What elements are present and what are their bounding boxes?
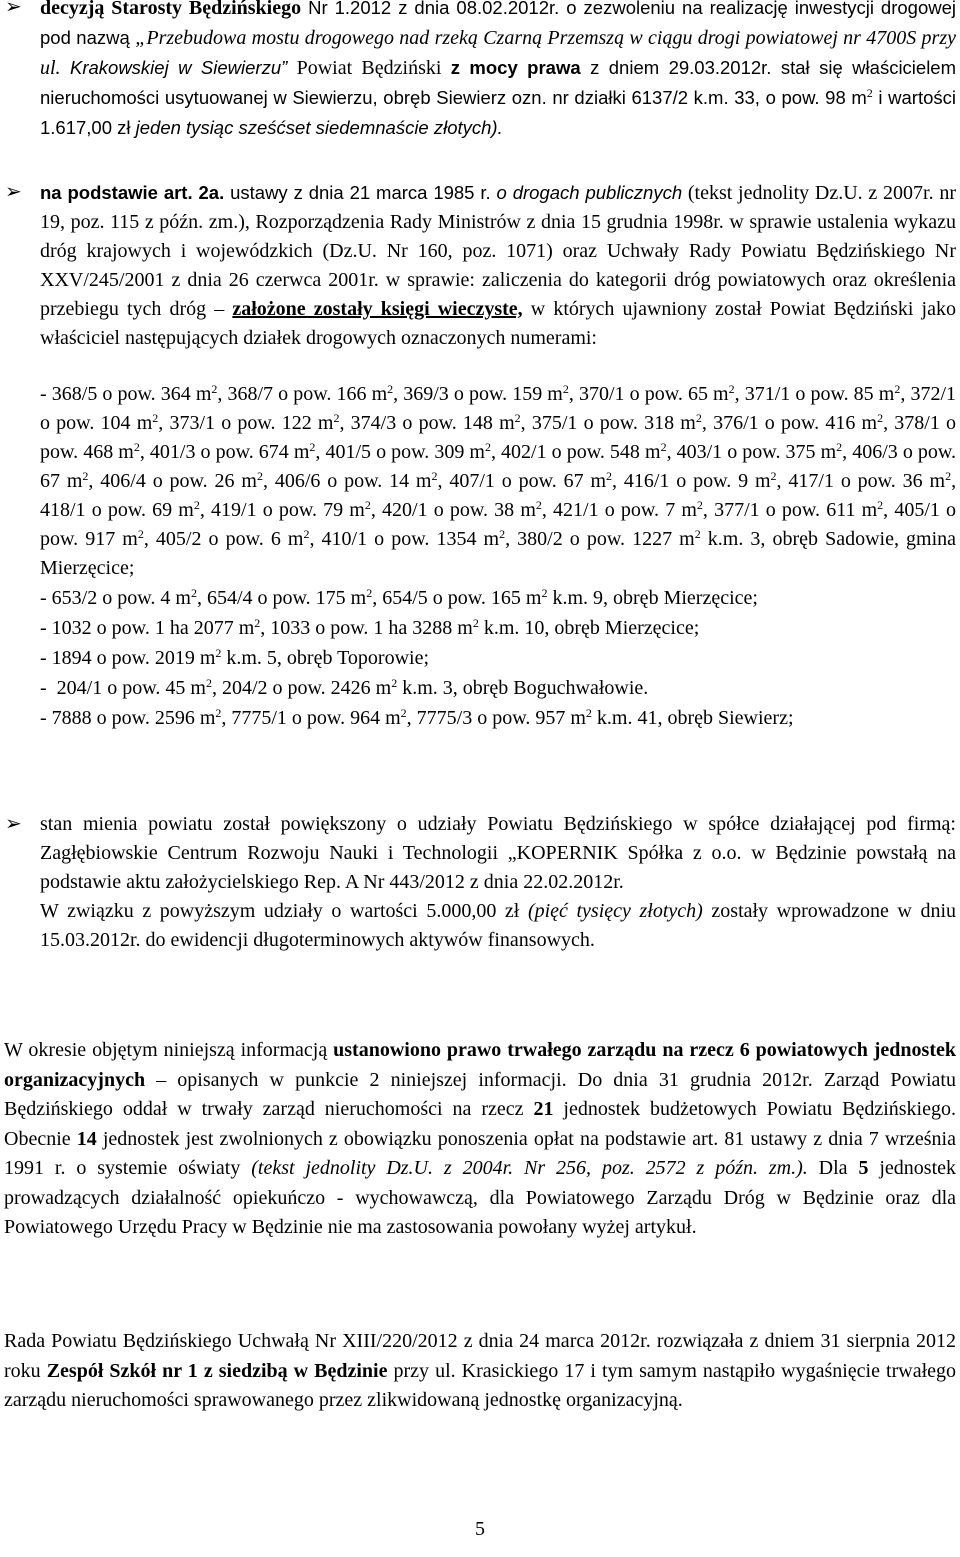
shares-text: stan mienia powiatu został powiększony o udziały Powiatu Będzińskiego w spółce działającej pod firmą: Zagłębiowskie Centrum Rozwoju Nauki i Technologii „KOPERNIK Spółka z o.o. w Będzinie powstałą na podstawie aktu założycielskiego Rep. A Nr 443/2012 z dnia 22.02.2012r. [40,813,956,893]
parcel-separator: k.m. 3, obręb Sadowie, gmina Mierzęcice; [40,528,957,579]
superscript: 2 [877,411,884,425]
list-dash: - [40,383,52,405]
investment-name-cont: Krakowskiej w Siewierzu” [60,57,288,78]
parcel-entry: 377/1 o pow. 611 m [714,499,878,521]
superscript: 2 [836,440,843,454]
management-text-4: jednostek jest zwolnionych z obowiązku ponoszenia opłat na podstawie art. 81 ustawy z dnia 7 września 1991 r. o systemie oświaty [4,1127,956,1179]
parcel-separator: , [372,587,383,609]
superscript: 2 [391,676,398,690]
parcel-separator: , [437,470,450,492]
parcel-separator: , [339,412,351,434]
decision-value: i wartości 1.617,00 zł [40,87,956,138]
parcel-separator: , [309,528,322,550]
liquidation-text: Rada Powiatu Będzińskiego Uchwałą Nr XIII/220/2012 z dnia 24 marca 2012r. rozwiązała z dniem 31 sierpnia 2012 roku [4,1330,956,1382]
land-registers-phrase: założone zostały księgi wieczyste, [232,298,523,320]
superscript: 2 [211,382,218,396]
bullet-arrow-icon: ➢ [5,813,22,835]
school-name: Zespół Szkół nr 1 z siedzibą w Będzinie [46,1359,388,1382]
parcel-separator: , [776,470,789,492]
superscript: 2 [695,411,702,425]
superscript: 2 [303,527,310,541]
shares-value-text: W związku z powyższym udziały o wartości 5.000,00 zł [40,900,528,922]
decision-paragraph [40,0,956,143]
parcel-separator: , [900,383,911,405]
parcel-separator: , [393,383,404,405]
superscript: 2 [215,706,222,720]
parcel-entry: 376/1 o pow. 416 m [713,412,878,434]
parcel-separator: k.m. 5, obręb Toporowie; [221,647,430,669]
parcel-separator: , [211,677,222,699]
superscript: 2 [541,586,548,600]
parcel-separator: , [196,587,207,609]
superscript: 2 [472,616,479,630]
parcel-entry: 407/1 o pow. 67 m [449,470,607,492]
shares-text-2: zostały wprowadzone w dniu 15.03.2012r. do ewidencji długoterminowych aktywów finansowych. [40,900,957,951]
parcel-separator: k.m. 3, obręb Boguchwałowie. [397,677,649,699]
act-title: o drogach publicznych [496,182,683,203]
parcel-separator: , [568,383,579,405]
parcel-separator: k.m. 10, obręb Mierzęcice; [478,617,700,639]
management-text: W okresie objętym niniejszą informacją [4,1039,334,1061]
parcel-separator: , [221,707,232,729]
parcel-entry: 371/1 o pow. 85 m [744,383,895,405]
decision-text-3: z dniem 29.03.2012r. stał się właścicielem nieruchomości usytuowanej w Siewierzu, obręb Siewierz ozn. nr działki 6137/2 k.m. 33, o pow. 98 m [40,57,957,108]
superscript: 2 [770,469,777,483]
parcel-entry: 204/2 o pow. 2426 m [221,677,392,699]
superscript: 2 [387,382,394,396]
parcel-separator: , [951,470,957,492]
bullet-arrow-icon: ➢ [5,181,22,203]
parcel-separator: , [505,528,518,550]
parcel-entry: 375/1 o pow. 318 m [531,412,696,434]
list-dash: - [40,587,52,609]
parcel-separator: , [260,617,271,639]
parcel-separator: , [883,412,895,434]
parcel-entry: 418/1 o pow. 69 m [40,499,194,521]
superscript: 2 [499,527,506,541]
superscript: 2 [205,676,212,690]
legal-basis-lead: na podstawie art. 2a. [40,182,225,203]
parcel-entry: 420/1 o pow. 38 m [382,499,536,521]
superscript: 2 [364,498,371,512]
parcel-separator: , [139,441,150,463]
superscript: 2 [562,382,569,396]
parcel-separator: , [734,383,745,405]
decision-text-2: Powiat Będziński [287,57,451,79]
parcel-entry: 654/5 o pow. 165 m [382,587,542,609]
parcel-entry: 654/4 o pow. 175 m [206,587,367,609]
parcel-list-item [40,704,956,733]
superscript: 2 [877,498,884,512]
parcel-entry: 410/1 o pow. 1354 m [321,528,500,550]
superscript: 2 [190,586,197,600]
superscript: 2 [894,382,901,396]
parcel-entry: 406/4 o pow. 26 m [100,470,257,492]
parcel-list-item [40,614,956,643]
superscript: 2 [694,527,701,541]
liquidation-text-2: przy ul. Krasickiego 17 i tym samym nastąpiło wygaśnięcie trwałego zarządu nieruchomości sprawowanego przez zlikwidowaną jednostkę organizacyjną. [4,1359,956,1411]
legal-basis-text: ustawy z dnia 21 marca 1985 r. [224,182,497,203]
parcel-separator: , [217,383,228,405]
superscript: 2 [215,646,222,660]
parcel-list-item [40,674,956,703]
parcel-entry: 401/3 o pow. 674 m [149,441,310,463]
superscript: 2 [660,440,667,454]
management-paragraph [4,1036,956,1243]
shares-value-words: (pięć tysięcy złotych) [527,900,703,922]
parcel-separator: , [370,499,383,521]
superscript: 2 [945,469,952,483]
parcel-entry: 416/1 o pow. 9 m [623,470,771,492]
parcel-entry: 204/1 o pow. 45 m [56,677,206,699]
superscript: 2 [137,527,144,541]
decision-lead: decyzją Starosty Będzińskiego [40,0,302,19]
parcel-entry: 401/5 o pow. 309 m [325,441,485,463]
parcel-list-item [40,644,956,673]
parcel-separator: , [88,470,101,492]
parcel-lists [40,380,956,734]
superscript: 2 [152,411,159,425]
superscript: 2 [333,411,340,425]
by-law-phrase: z mocy prawa [450,57,581,78]
parcel-entry: 405/2 o pow. 6 m [155,528,304,550]
superscript: 2 [400,706,407,720]
superscript: 2 [514,411,521,425]
list-dash: - [40,677,57,699]
parcel-entry: 403/1 o pow. 375 m [676,441,837,463]
count-21: 21 [533,1098,554,1120]
parcel-separator: , [883,499,895,521]
parcel-separator: , [666,441,677,463]
legal-basis-text-3: w których ujawniony został Powiat Będziński jako właściciel następujących działek drogowych oznaczonych numerami: [40,298,956,349]
parcel-separator: , [842,441,853,463]
parcel-entry: 7775/3 o pow. 957 m [416,707,586,729]
count-14: 14 [76,1127,97,1150]
superscript: 2 [728,382,735,396]
parcel-entry: 419/1 o pow. 79 m [211,499,365,521]
management-text-5: Dla [807,1157,859,1179]
bullet-arrow-icon: ➢ [5,0,22,18]
list-dash: - [40,707,52,729]
superscript: 2 [254,616,261,630]
parcel-separator: , [406,707,417,729]
legal-basis-text-2: (tekst jednolity Dz.U. z 2007r. nr 19, poz. 115 z późn. zm.), Rozporządzenia Rady Ministrów z dnia 15 grudnia 1998r. w sprawie ustalenia wykazu dróg krajowych i wojewódzkich (Dz.U. Nr 160, poz. 1071) oraz Uchwały Rady Powiatu Będzińskiego Nr XXV/245/2001 z dnia 26 czerwca 2001r. w sprawie: zaliczenia do kategorii dróg powiatowych oraz określenia przebiegu tych dróg – [40,182,956,320]
parcel-entry: 372/1 o pow. 104 m [40,383,956,434]
shares-paragraph [40,810,956,955]
decision-text: Nr 1.2012 z dnia 08.02.2012r. o zezwoleniu na realizację inwestycji drogowej pod nazwą [40,0,956,48]
superscript: 2 [606,469,613,483]
superscript: 2 [535,498,542,512]
parcel-separator: , [541,499,554,521]
superscript: 2 [256,469,263,483]
liquidation-paragraph [4,1327,956,1416]
parcel-entry: 406/6 o pow. 14 m [274,470,432,492]
superscript: 2 [431,469,438,483]
list-dash: - [40,647,52,669]
parcel-separator: , [315,441,326,463]
legal-basis-paragraph [40,178,956,353]
superscript: 2 [309,440,316,454]
parcel-separator: , [262,470,275,492]
parcel-separator: k.m. 9, obręb Mierzęcice; [547,587,758,609]
management-text-6: jednostek prowadzących działalność opiekuńczo - wychowawczą, dla Powiatowego Zarządu Dróg w Będzinie oraz dla Powiatowego Urzędu Pracy w Będzinie nie ma zastosowania powołany wyżej artykuł. [4,1157,956,1238]
parcel-entry: 7888 o pow. 2596 m [51,707,216,729]
parcel-separator: , [199,499,212,521]
superscript: 2 [866,86,873,100]
parcel-entry: 368/7 o pow. 166 m [227,383,388,405]
parcel-entry: 380/2 o pow. 1227 m [517,528,695,550]
superscript: 2 [585,706,592,720]
superscript: 2 [193,498,200,512]
superscript: 2 [366,586,373,600]
count-5: 5 [858,1157,869,1179]
parcel-entry: 369/3 o pow. 159 m [403,383,563,405]
parcel-separator: , [490,441,502,463]
parcel-separator: , [702,499,715,521]
management-text-3: jednostek budżetowych Powiatu Będzińskiego. Obecnie [4,1098,956,1150]
management-text-2: – opisanych w punkcie 2 niniejszej informacji. Do dnia 31 grudnia 2012r. Zarząd Powiatu Będzińskiego oddał w trwały zarząd nieruchomości na rzecz [4,1068,956,1120]
superscript: 2 [133,440,140,454]
parcel-entry: 1894 o pow. 2019 m [51,647,216,669]
management-bold: ustanowiono prawo trwałego zarządu na rzecz 6 powiatowych jednostek organizacyjnych [4,1039,956,1091]
parcel-entry: 402/1 o pow. 548 m [501,441,661,463]
parcel-list-item [40,380,956,583]
parcel-entry: 1032 o pow. 1 ha 2077 m [51,617,255,639]
parcel-separator: , [520,412,532,434]
journal-reference: (tekst jednolity Dz.U. z 2004r. Nr 256, poz. 2572 z późn. zm.). [251,1157,808,1179]
page-number: 5 [475,1518,485,1540]
parcel-entry: 405/1 o pow. 917 m [40,499,957,550]
parcel-separator: , [158,412,170,434]
parcel-entry: 406/3 o pow. 67 m [40,441,957,492]
parcel-entry: 374/3 o pow. 148 m [350,412,515,434]
parcel-separator: k.m. 41, obręb Siewierz; [591,707,794,729]
list-dash: - [40,617,52,639]
parcel-entry: 378/1 o pow. 468 m [40,412,957,463]
parcel-entry: 370/1 o pow. 65 m [578,383,729,405]
parcel-entry: 373/1 o pow. 122 m [169,412,334,434]
parcel-entry: 7775/1 o pow. 964 m [231,707,401,729]
parcel-separator: , [701,412,714,434]
parcel-list-item [40,584,956,613]
parcel-entry: 653/2 o pow. 4 m [51,587,191,609]
superscript: 2 [696,498,703,512]
parcel-entry: 368/5 o pow. 364 m [51,383,212,405]
investment-name: „Przebudowa mostu drogowego nad rzeką Czarną Przemszą w ciągu drogi powiatowej nr 4700S przy ul. [40,27,957,79]
parcel-separator: , [612,470,624,492]
superscript: 2 [484,440,491,454]
parcel-entry: 421/1 o pow. 7 m [553,499,697,521]
superscript: 2 [82,469,89,483]
parcel-entry: 1033 o pow. 1 ha 3288 m [270,617,473,639]
decision-value-words: jeden tysiąc sześćset siedemnaście złotych). [135,117,503,138]
parcel-separator: , [143,528,156,550]
parcel-entry: 417/1 o pow. 36 m [788,470,946,492]
